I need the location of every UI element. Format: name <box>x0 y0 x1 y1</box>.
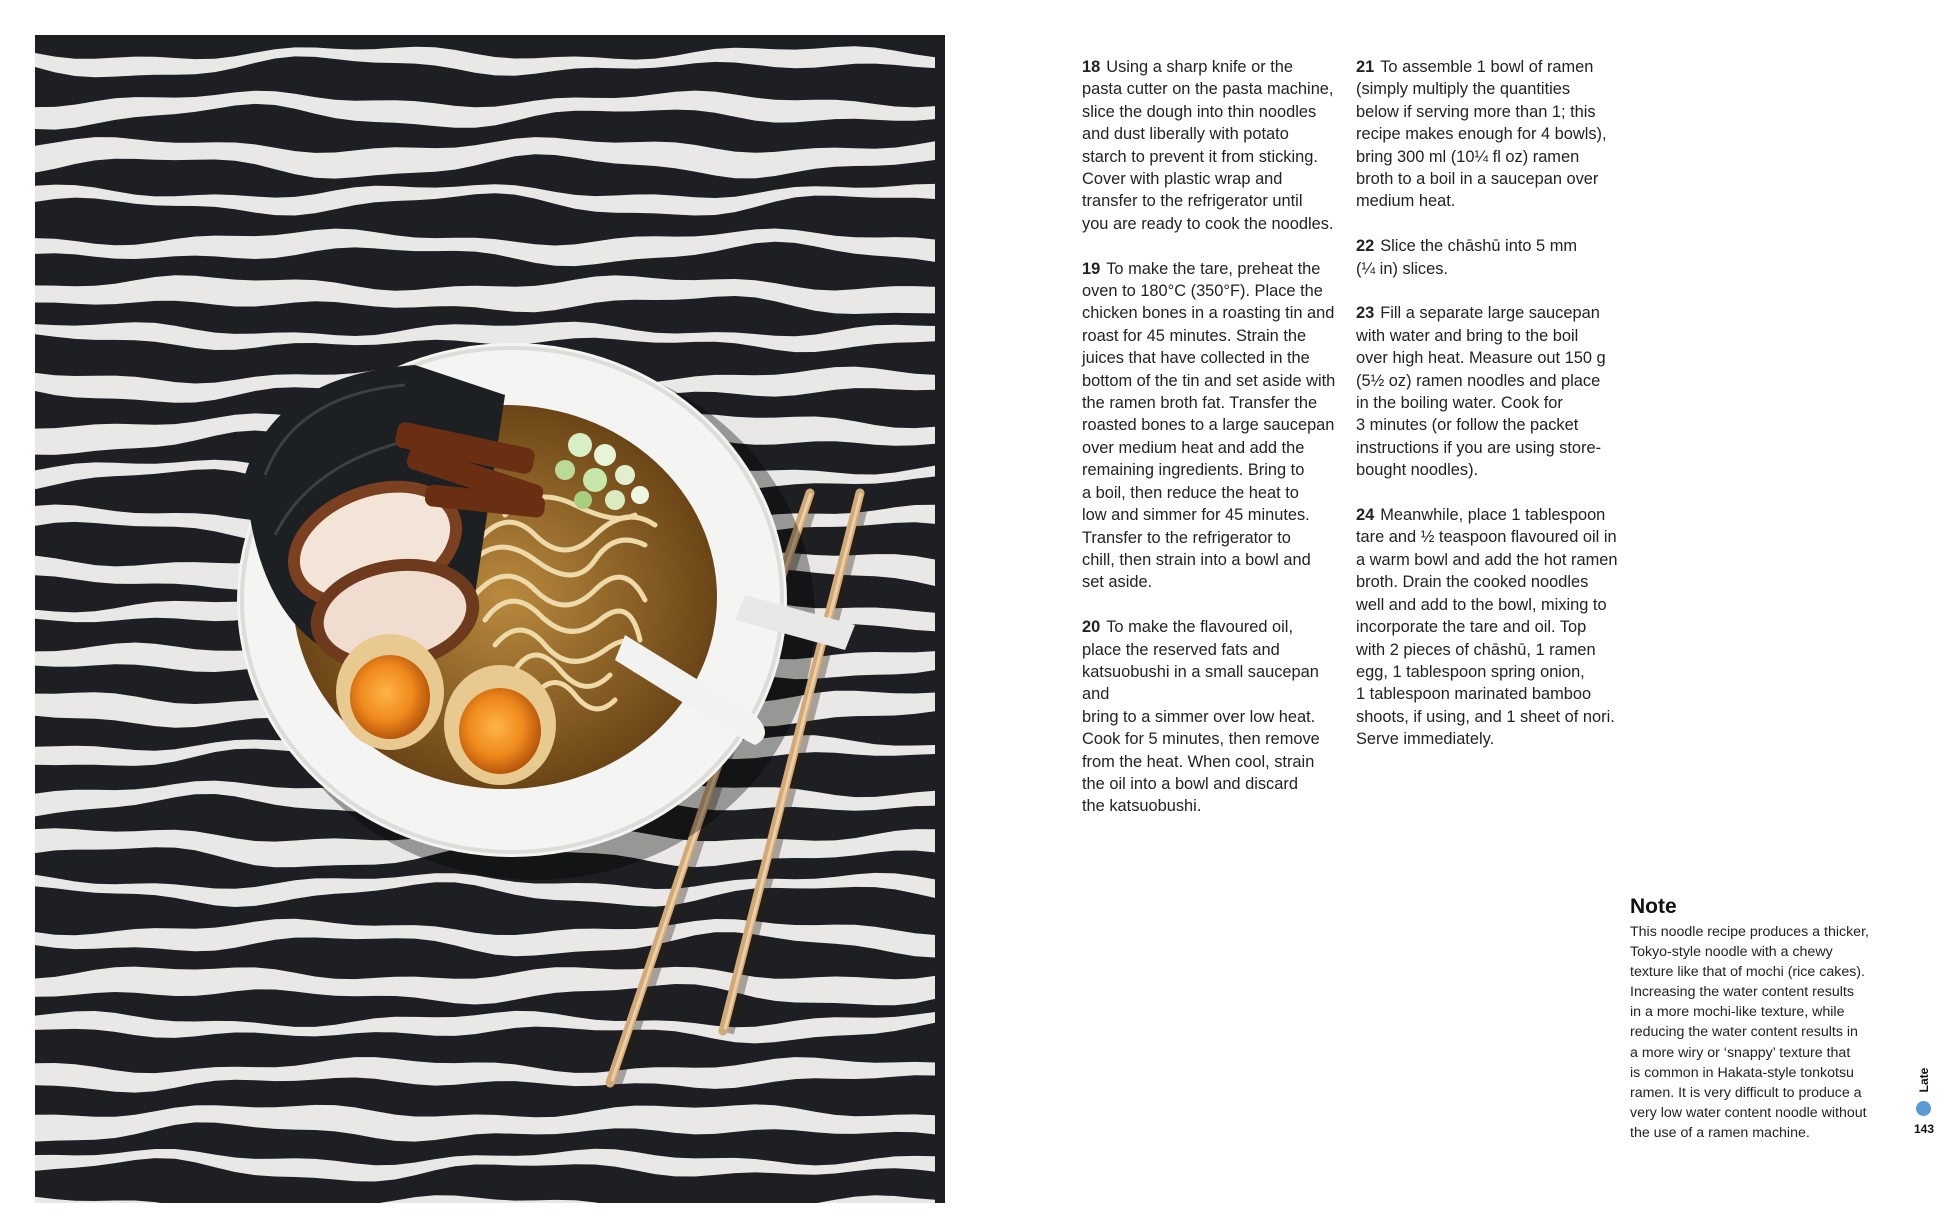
step-number: 19 <box>1082 259 1101 278</box>
ramen-photo <box>35 35 945 1203</box>
section-label: Late <box>1917 1067 1931 1093</box>
recipe-step <box>1356 302 1618 481</box>
note-box <box>1630 894 1895 1143</box>
step-text: To assemble 1 bowl of ramen (simply multiply the quantities below if serving more than 1; this recipe makes enough for 4 bowls), bring 300 ml (10¼ fl oz) ramen broth to a boil in a saucepan over medium heat. <box>1356 58 1607 211</box>
section-dot-icon <box>1916 1101 1931 1116</box>
step-text: Slice the chāshū into 5 mm (¼ in) slices. <box>1356 237 1578 278</box>
step-number: 18 <box>1082 58 1101 76</box>
recipe-step <box>1082 616 1344 818</box>
recipe-step <box>1082 56 1344 235</box>
step-number: 24 <box>1356 506 1375 525</box>
step-text: Using a sharp knife or the pasta cutter on the pasta machine, slice the dough into thin noodles and dust liberally with potato starch to prevent it from sticking. Cover with plastic wrap and transfer to the refrigerator until you are ready to cook the noodles. <box>1082 58 1334 233</box>
note-heading: Note <box>1630 895 1677 918</box>
recipe-steps-column-2 <box>1356 56 1618 773</box>
recipe-step <box>1356 56 1618 213</box>
ramen-egg-right <box>444 665 556 785</box>
note-body: This noodle recipe produces a thicker, Tokyo-style noodle with a chewy texture like that of mochi (rice cakes). Increasing the water content results in a more mochi-like texture, while reducing the water content results in a more wiry or ‘snappy’ texture that is common in Hakata-style tonkotsu ramen. It is very difficult to produce a very low water content noodle without the use of a ramen machine. <box>1630 924 1869 1141</box>
step-text: To make the flavoured oil, place the reserved fats and katsuobushi in a small saucepan and bring to a simmer over low heat. Cook for 5 minutes, then remove from the heat. When cool, strain the oil into a bowl and discard the katsuobushi. <box>1082 618 1320 816</box>
step-number: 21 <box>1356 58 1375 76</box>
recipe-steps-column-1 <box>1082 56 1344 840</box>
step-text: To make the tare, preheat the oven to 180°C (350°F). Place the chicken bones in a roasting tin and roast for 45 minutes. Strain the juices that have collected in the bottom of the tin and set aside with the ramen broth fat. Transfer the roasted bones to a large saucepan over medium heat and add the remaining ingredients. Bring to a boil, then reduce the heat to low and simmer for 45 minutes. Transfer to the refrigerator to chill, then strain into a bowl and set aside. <box>1082 259 1336 592</box>
step-number: 22 <box>1356 237 1375 256</box>
page-number: 143 <box>1913 1122 1935 1136</box>
step-text: Meanwhile, place 1 tablespoon tare and ½ teaspoon flavoured oil in a warm bowl and add the hot ramen broth. Drain the cooked noodles well and add to the bowl, mixing to incorporate the tare and oil. Top with 2 pieces of chāshū, 1 ramen egg, 1 tablespoon spring onion, 1 tablespoon marinated bamboo shoots, if using, and 1 sheet of nori. Serve immediately. <box>1356 506 1618 749</box>
recipe-step <box>1082 258 1344 594</box>
step-number: 23 <box>1356 304 1375 323</box>
recipe-step <box>1356 504 1618 750</box>
recipe-step <box>1356 235 1618 280</box>
ramen-egg-left <box>336 634 444 750</box>
step-text: Fill a separate large saucepan with water and bring to the boil over high heat. Measure out 150 g (5½ oz) ramen noodles and place in the boiling water. Cook for 3 minutes (or follow the packet instructions if you are using store- bought noodles). <box>1356 304 1606 480</box>
step-number: 20 <box>1082 618 1101 637</box>
